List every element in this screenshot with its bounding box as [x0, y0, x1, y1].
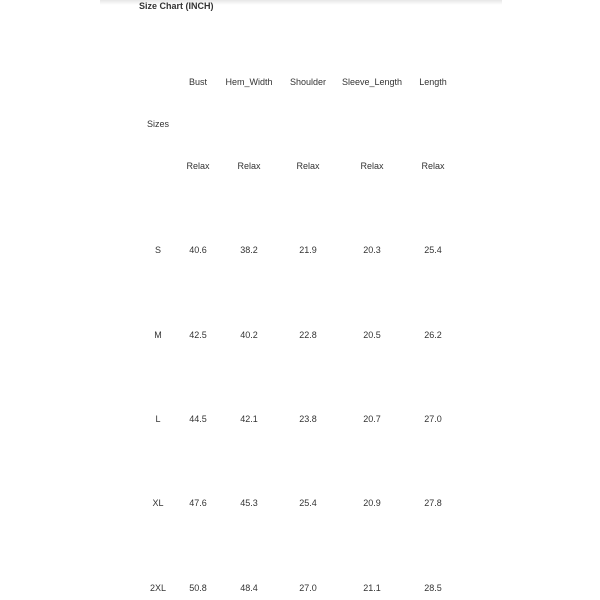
size-label: 2XL — [149, 583, 167, 593]
subheader-relax: Relax — [296, 161, 320, 171]
table-cell: 27.0 — [424, 414, 442, 424]
table-cell: 42.1 — [240, 414, 258, 424]
size-chart-title: Size Chart (INCH) — [139, 1, 214, 11]
table-cell: 20.7 — [363, 414, 381, 424]
column-header-bust: Bust — [188, 77, 208, 87]
table-cell: 38.2 — [240, 245, 258, 255]
table-cell: 21.1 — [363, 583, 381, 593]
table-cell: 25.4 — [299, 498, 317, 508]
table-cell: 47.6 — [189, 498, 207, 508]
table-cell: 26.2 — [424, 330, 442, 340]
table-cell: 48.4 — [240, 583, 258, 593]
size-label: M — [154, 330, 162, 340]
table-cell: 20.9 — [363, 498, 381, 508]
table-cell: 22.8 — [299, 330, 317, 340]
table-cell: 40.2 — [240, 330, 258, 340]
column-header-hem-width: Hem_Width — [225, 77, 273, 87]
subheader-relax: Relax — [186, 161, 210, 171]
table-cell: 27.8 — [424, 498, 442, 508]
column-header-length: Length — [419, 77, 447, 87]
table-cell: 25.4 — [424, 245, 442, 255]
size-label: S — [154, 245, 162, 255]
table-cell: 45.3 — [240, 498, 258, 508]
table-cell: 50.8 — [189, 583, 207, 593]
subheader-relax: Relax — [421, 161, 445, 171]
table-cell: 27.0 — [299, 583, 317, 593]
table-cell: 21.9 — [299, 245, 317, 255]
subheader-relax: Relax — [237, 161, 261, 171]
row-header-sizes: Sizes — [146, 119, 170, 129]
size-label: L — [155, 414, 161, 424]
table-cell: 42.5 — [189, 330, 207, 340]
table-cell: 44.5 — [189, 414, 207, 424]
subheader-relax: Relax — [360, 161, 384, 171]
table-cell: 23.8 — [299, 414, 317, 424]
table-cell: 40.6 — [189, 245, 207, 255]
column-header-shoulder: Shoulder — [289, 77, 327, 87]
column-header-sleeve-length: Sleeve_Length — [341, 77, 403, 87]
table-cell: 20.5 — [363, 330, 381, 340]
table-cell: 20.3 — [363, 245, 381, 255]
size-label: XL — [152, 498, 164, 508]
table-cell: 28.5 — [424, 583, 442, 593]
